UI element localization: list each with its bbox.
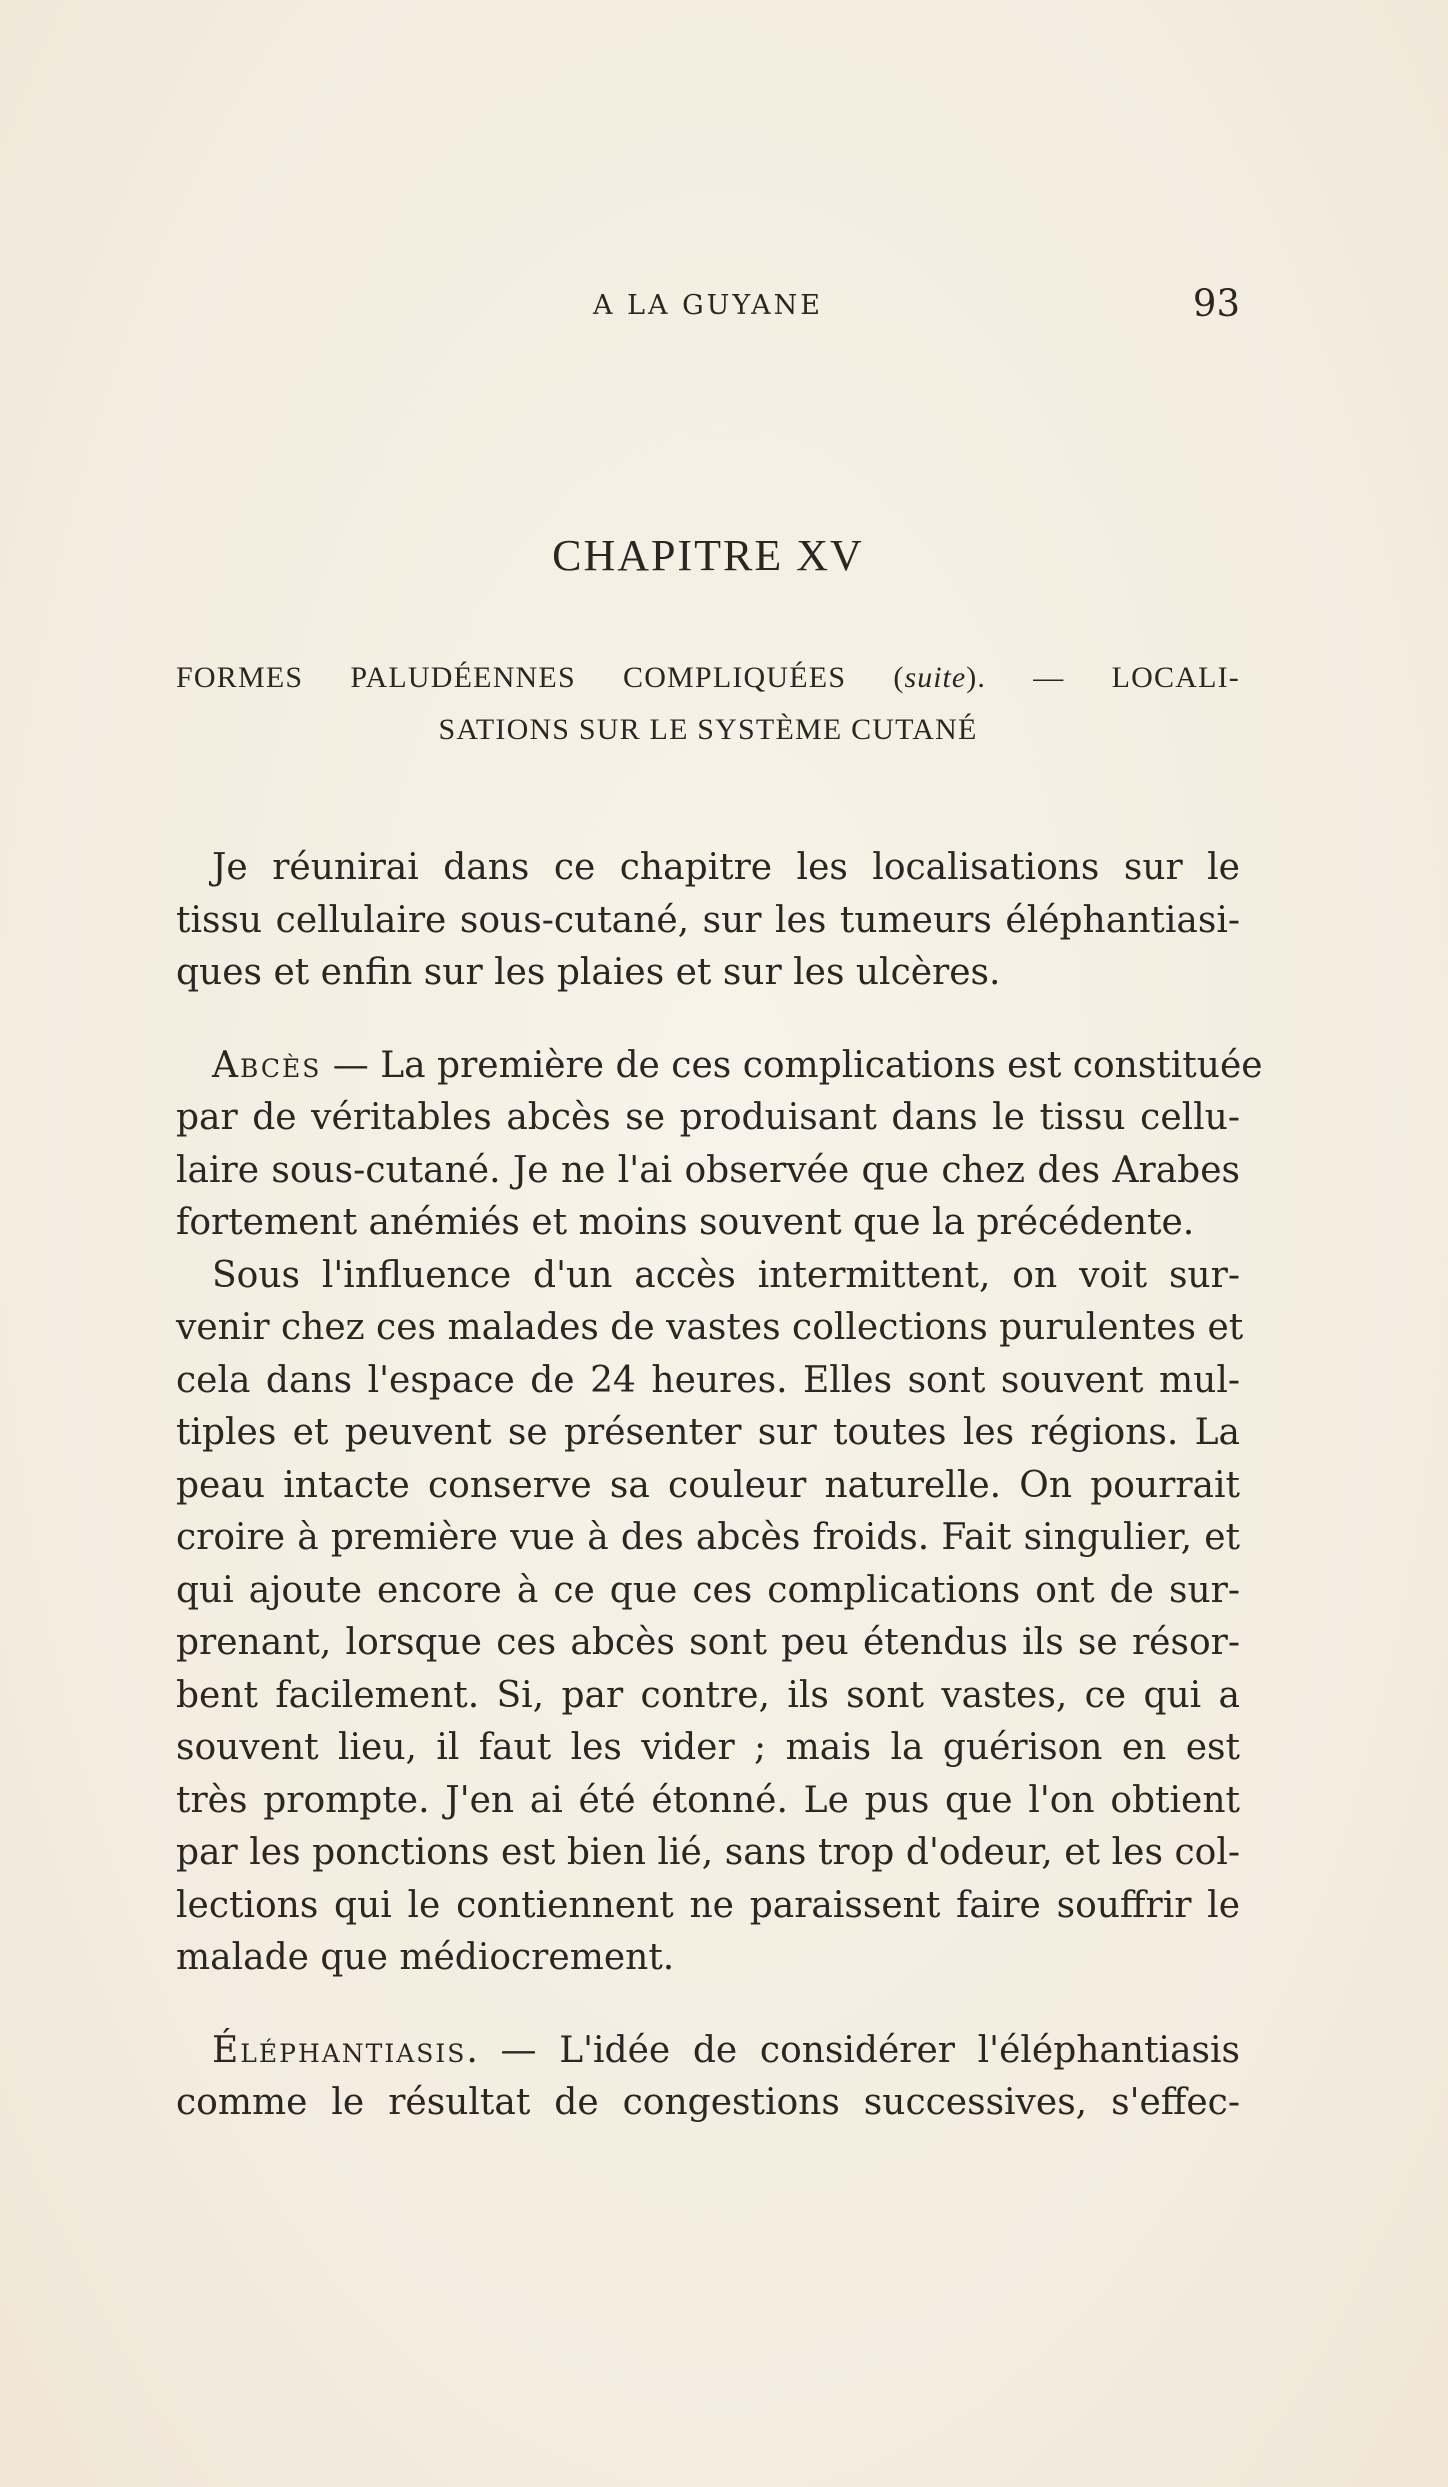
text-line: ques et enfin sur les plaies et sur les ulcères. <box>176 952 1001 993</box>
chapter-subtitle-line-1 <box>176 652 1240 704</box>
text-line: par de véritables abcès se produisant dans le tissu cellu- <box>176 1097 1240 1138</box>
text-line: tiples et peuvent se présenter sur toutes les régions. La <box>176 1412 1240 1453</box>
elephantiasis-first-line-rest: . — L'idée de considérer l'éléphantiasis <box>466 2029 1240 2071</box>
paragraph-gap <box>176 1985 1240 2025</box>
text-line: venir chez ces malades de vastes collections purulentes et <box>176 1307 1244 1348</box>
text-line: Sous l'influence d'un accès intermittent, on voit sur- <box>212 1254 1240 1296</box>
text-line: fortement anémiés et moins souvent que la précédente. <box>176 1202 1195 1243</box>
paragraph-abces <box>176 1040 1263 1250</box>
paragraph-intro <box>176 842 1240 1000</box>
text-line: qui ajoute encore à ce que ces complications ont de sur- <box>176 1569 1240 1611</box>
text-line: bent facilement. Si, par contre, ils sont vastes, ce qui a <box>176 1674 1240 1716</box>
abces-first-line-rest: — La première de ces complications est constituée <box>321 1044 1263 1086</box>
chapter-subtitle-line-2: SATIONS SUR LE SYSTÈME CUTANÉ <box>438 713 978 746</box>
running-head <box>176 280 1240 330</box>
chapter-subtitle <box>176 652 1240 756</box>
text-line: peau intacte conserve sa couleur naturelle. On pourrait <box>176 1464 1240 1506</box>
text-line: souvent lieu, il faut les vider ; mais la guérison en est <box>176 1727 1240 1768</box>
running-title: A LA GUYANE <box>593 290 823 321</box>
text-line: par les ponctions est bien lié, sans trop d'odeur, et les col- <box>176 1832 1240 1873</box>
section-label-elephantiasis: Éléphantiasis <box>212 2029 467 2071</box>
body-text <box>176 842 1263 2130</box>
subtitle-part-2: ). — LOCALI- <box>966 661 1240 694</box>
text-line: comme le résultat de congestions successives, s'effec- <box>176 2082 1240 2123</box>
text-line: cela dans l'espace de 24 heures. Elles sont souvent mul- <box>176 1359 1240 1401</box>
paragraph-gap <box>176 1000 1240 1040</box>
text-line <box>176 2025 1240 2078</box>
subtitle-italic: suite <box>904 661 967 694</box>
page-number: 93 <box>1192 282 1240 325</box>
text-line: Je réunirai dans ce chapitre les localisations sur le <box>212 847 1240 888</box>
text-line: laire sous-cutané. Je ne l'ai observée que chez des Arabes <box>176 1149 1240 1191</box>
paragraph-elephantiasis <box>176 2025 1240 2130</box>
text-line <box>176 1040 1263 1093</box>
paragraph-sous <box>176 1250 1244 1985</box>
text-line: malade que médiocrement. <box>176 1937 675 1978</box>
text-line: tissu cellulaire sous-cutané, sur les tumeurs éléphantiasi- <box>176 899 1240 941</box>
text-line: lections qui le contiennent ne paraissent faire souffrir le <box>176 1884 1240 1926</box>
text-line: croire à première vue à des abcès froids. Fait singulier, et <box>176 1517 1240 1558</box>
section-label-abces: Abcès <box>212 1044 322 1086</box>
text-line: prenant, lorsque ces abcès sont peu étendus ils se résor- <box>176 1622 1240 1663</box>
text-line: très prompte. J'en ai été étonné. Le pus que l'on obtient <box>176 1779 1240 1821</box>
subtitle-part-1: FORMES PALUDÉENNES COMPLIQUÉES ( <box>176 661 905 694</box>
chapter-title: CHAPITRE XV <box>552 531 864 580</box>
